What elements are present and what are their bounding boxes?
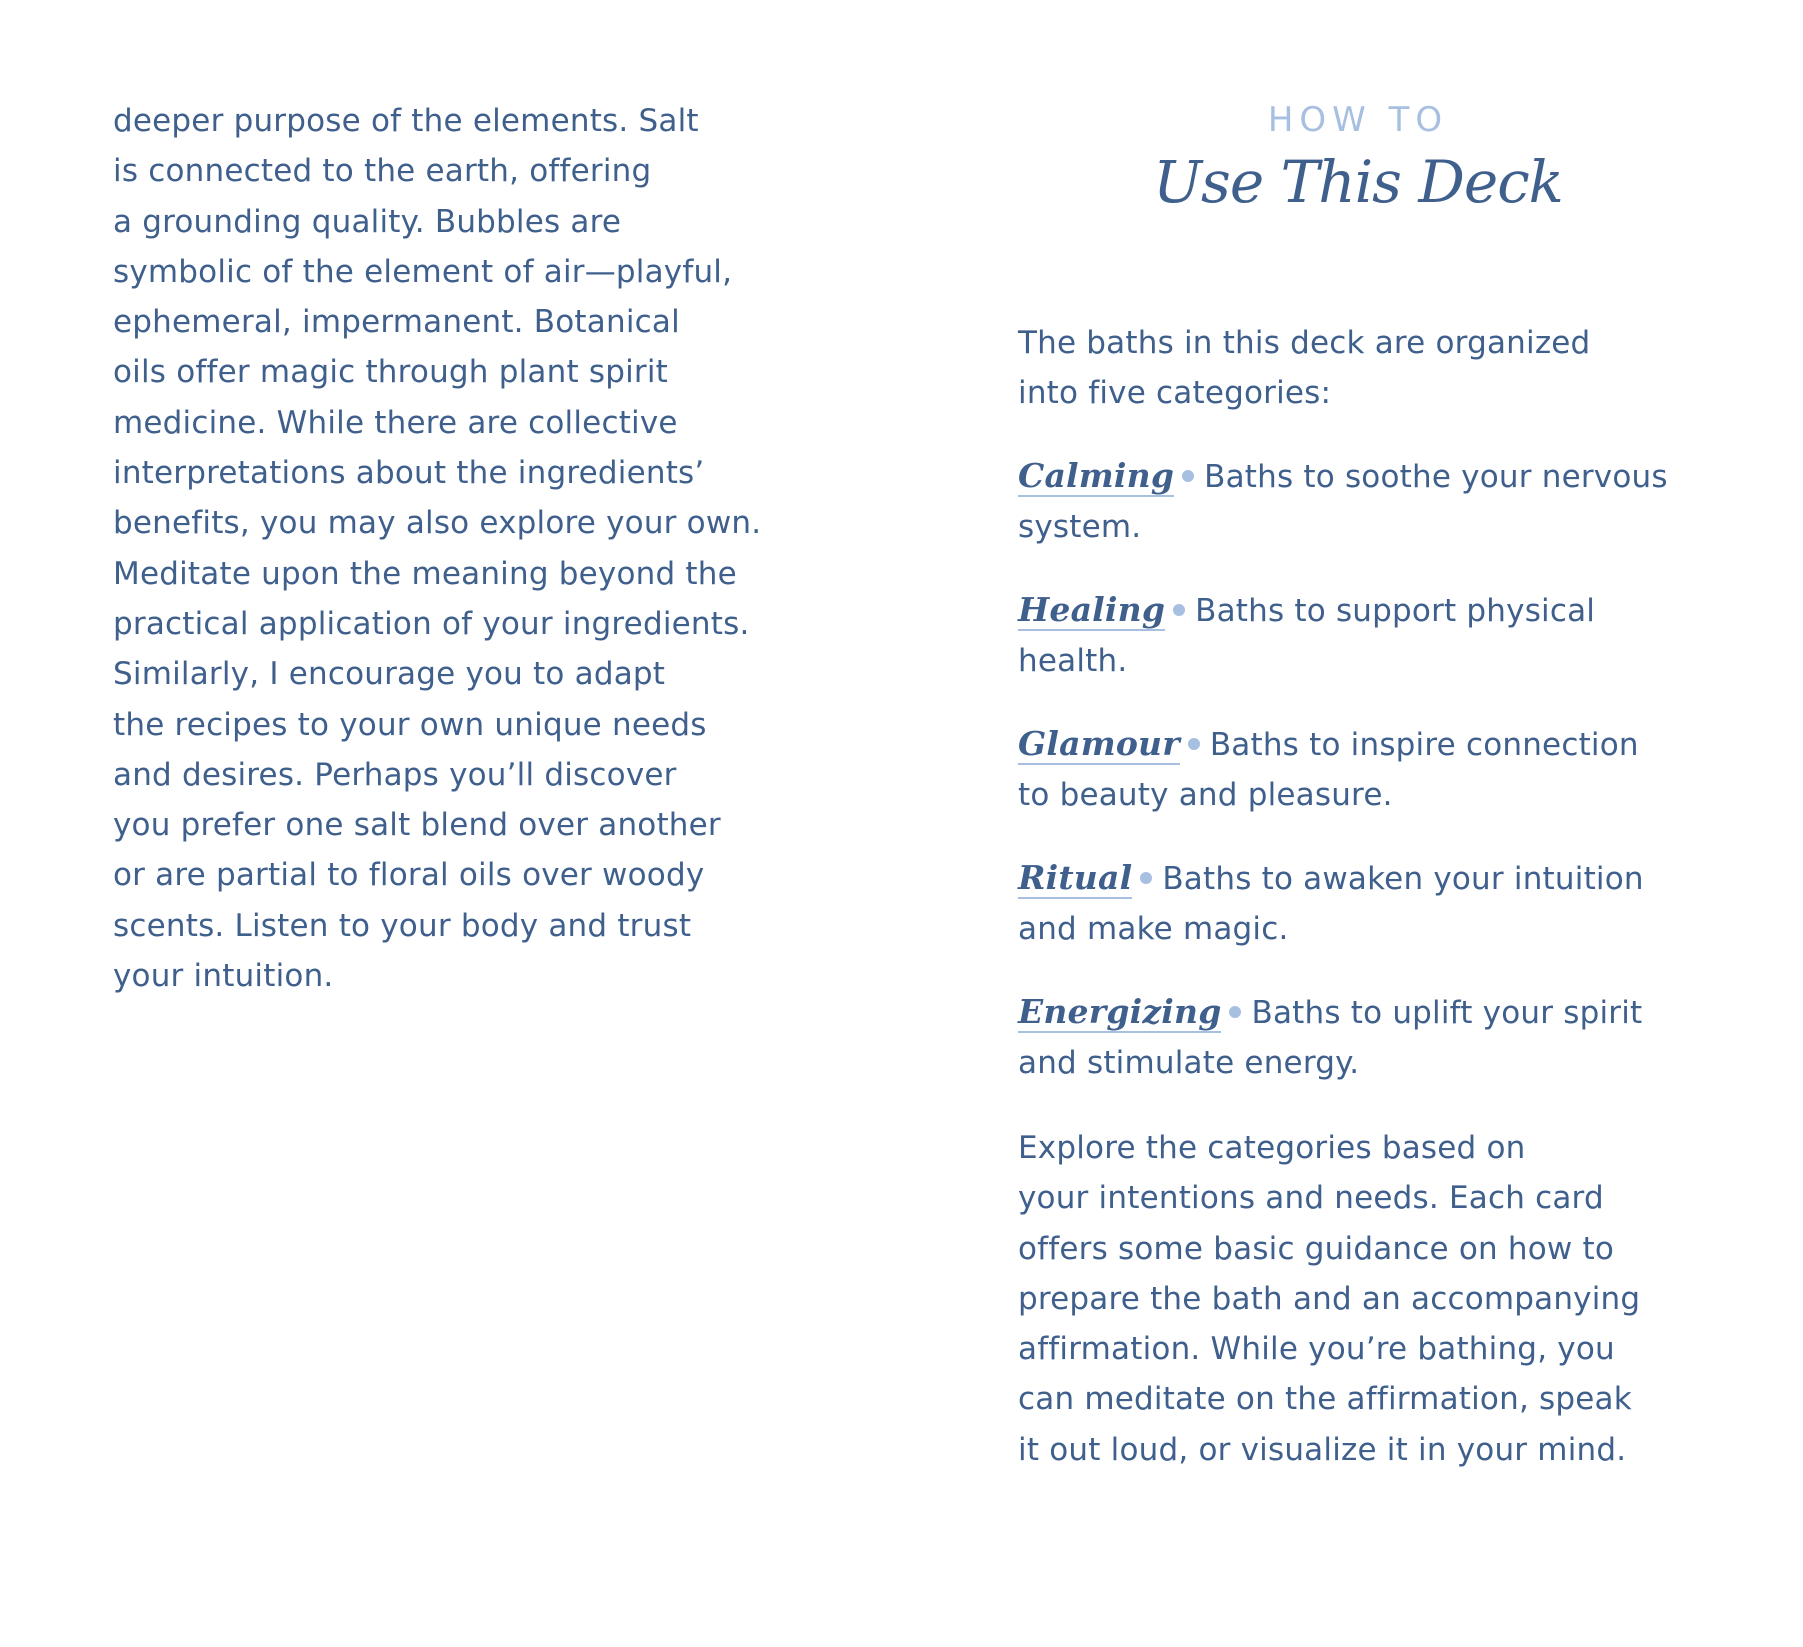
body-line: is connected to the earth, offering: [113, 153, 652, 190]
category-description: Baths to uplift your spirit: [1251, 995, 1643, 1031]
body-line: interpretations about the ingredients’: [113, 455, 705, 492]
body-line: practical application of your ingredients.: [113, 605, 750, 642]
category-line: [1018, 988, 1708, 1038]
category-line: to beauty and pleasure.: [1018, 777, 1393, 814]
category-line: health.: [1018, 643, 1128, 680]
category-name: Ritual: [1018, 858, 1133, 897]
body-line: a grounding quality. Bubbles are: [113, 203, 622, 240]
intro-line: The baths in this deck are organized: [1018, 325, 1591, 361]
body-line: benefits, you may also explore your own.: [113, 505, 762, 542]
category-name: Energizing: [1018, 992, 1222, 1031]
section-title: Use This Deck: [1153, 148, 1563, 216]
closing-line: offers some basic guidance on how to: [1018, 1230, 1615, 1267]
category-line: [1018, 452, 1708, 502]
intro-paragraph: [1018, 318, 1708, 419]
bullet-dot-icon: [1182, 470, 1194, 482]
category-glamour: [1018, 720, 1708, 821]
closing-line: your intentions and needs. Each card: [1018, 1180, 1604, 1217]
category-line: [1018, 854, 1708, 904]
section-kicker: HOW TO: [1267, 100, 1449, 140]
category-healing: [1018, 586, 1708, 687]
closing-line: Explore the categories based on: [1018, 1130, 1526, 1166]
body-line: ephemeral, impermanent. Botanical: [113, 304, 680, 341]
category-line: and stimulate energy.: [1018, 1045, 1360, 1082]
closing-line: can meditate on the affirmation, speak: [1018, 1381, 1632, 1418]
bullet-dot-icon: [1188, 738, 1200, 750]
body-line: or are partial to floral oils over woody: [113, 857, 705, 894]
closing-line: prepare the bath and an accompanying: [1018, 1280, 1641, 1317]
closing-line: it out loud, or visualize it in your mind.: [1018, 1431, 1627, 1468]
bullet-dot-icon: [1173, 604, 1185, 616]
body-line: you prefer one salt blend over another: [113, 807, 721, 844]
body-line: your intuition.: [113, 958, 334, 995]
category-name: Glamour: [1018, 724, 1180, 763]
category-description: Baths to soothe your nervous: [1204, 459, 1668, 495]
body-line: Similarly, I encourage you to adapt: [113, 656, 666, 693]
bullet-dot-icon: [1229, 1006, 1241, 1018]
body-line: medicine. While there are collective: [113, 404, 678, 441]
intro-line: into five categories:: [1018, 375, 1332, 412]
body-line: Meditate upon the meaning beyond the: [113, 555, 737, 592]
category-name: Healing: [1018, 590, 1166, 629]
closing-line: affirmation. While you’re bathing, you: [1018, 1331, 1615, 1368]
body-line: and desires. Perhaps you’ll discover: [113, 756, 677, 793]
body-line: symbolic of the element of air—playful,: [113, 253, 733, 290]
category-line: system.: [1018, 509, 1142, 546]
category-description: Baths to support physical: [1195, 593, 1596, 629]
body-line: deeper purpose of the elements. Salt: [113, 103, 699, 139]
category-energizing: [1018, 988, 1708, 1089]
category-description: Baths to inspire connection: [1209, 727, 1639, 763]
closing-paragraph: [1018, 1123, 1708, 1475]
category-line: [1018, 586, 1708, 636]
category-description: Baths to awaken your intuition: [1162, 861, 1644, 897]
bullet-dot-icon: [1140, 872, 1152, 884]
category-name: Calming: [1018, 456, 1175, 495]
category-ritual: [1018, 854, 1708, 955]
body-line: the recipes to your own unique needs: [113, 706, 707, 743]
category-calming: [1018, 452, 1708, 553]
left-page-body: [113, 96, 833, 1001]
category-line: and make magic.: [1018, 911, 1289, 948]
body-line: scents. Listen to your body and trust: [113, 907, 692, 944]
category-line: [1018, 720, 1708, 770]
body-line: oils offer magic through plant spirit: [113, 354, 669, 391]
